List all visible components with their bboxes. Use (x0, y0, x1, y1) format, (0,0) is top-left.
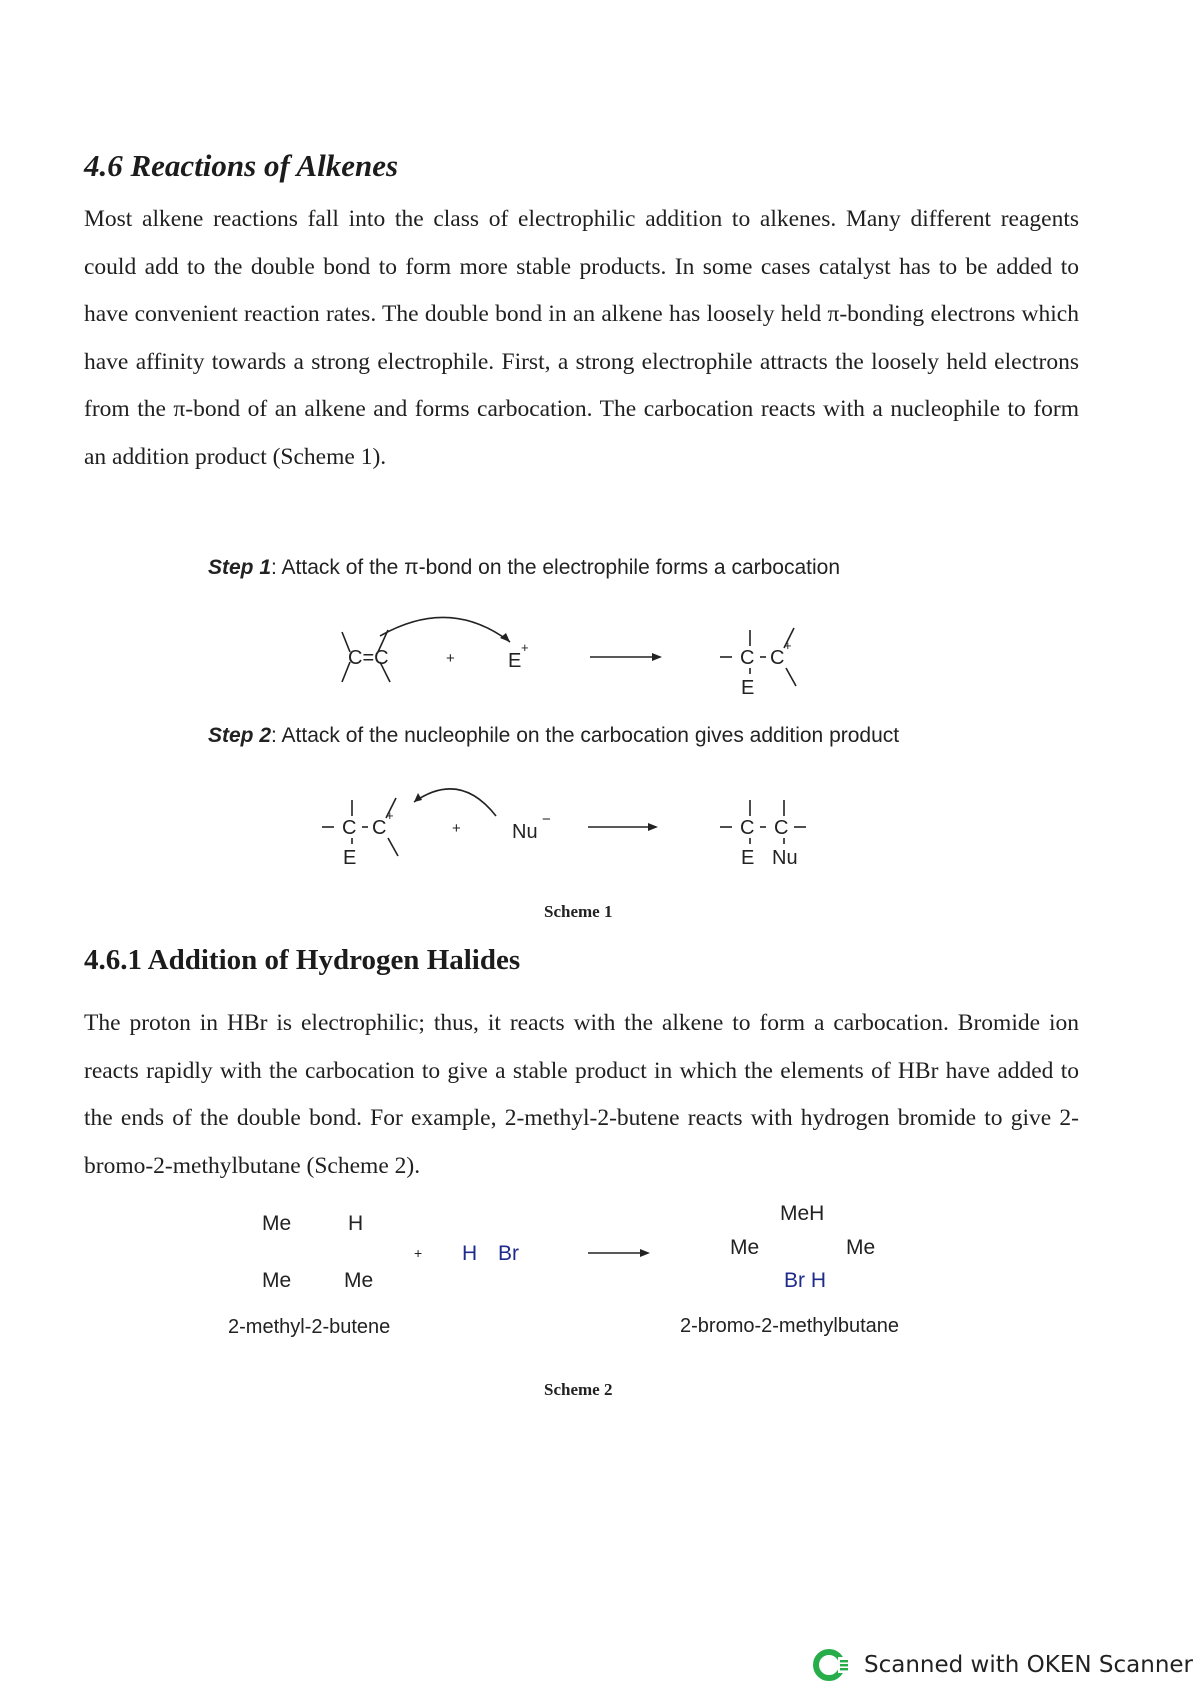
electrophile-substituent: E (343, 847, 357, 869)
hydrogen-halides-paragraph: The proton in HBr is electrophilic; thus, it reacts with the alkene to form a carbocation. Bromide ion reacts rapidly with the carbocation to give a stable product in which the elements of HBr have added to the ends of the double bond. For example, 2-methyl-2-butene reacts with hydrogen bromide to give 2-bromo-2-methylbutane (Scheme 2). (84, 1010, 1079, 1179)
step2-text: : Attack of the nucleophile on the carbocation gives addition product (271, 724, 900, 747)
reactant-substituent: Me (262, 1269, 292, 1292)
reactant-substituent: Me (262, 1212, 292, 1235)
carbon-atom: C (770, 647, 785, 669)
electrophile-label: E (508, 650, 522, 672)
scanner-logo-icon (812, 1646, 850, 1684)
subsection-heading: 4.6.1 Addition of Hydrogen Halides (84, 944, 521, 976)
plus-sign: + (446, 650, 455, 667)
nucleophile-charge: − (542, 811, 551, 828)
intro-paragraph: Most alkene reactions fall into the class of electrophilic addition to alkenes. Many different reagents could add to the double bond to form more stable products. In some cases catalyst has to be added to have convenient reaction rates. The double bond in an alkene has loosely held π-bonding electrons which have affinity towards a strong electrophile. First, a strong electrophile attracts the loosely held electrons from the π-bond of an alkene and forms carbocation. The carbocation reacts with a nucleophile to form an addition product (Scheme 1). (84, 206, 1079, 470)
reagent-bromine: Br (498, 1242, 519, 1265)
nucleophile-label: Nu (512, 821, 538, 843)
reactant-substituent: H (348, 1212, 364, 1235)
carbon-atom: C (342, 817, 357, 839)
plus-sign: + (414, 1245, 423, 1261)
reactant-name: 2-methyl-2-butene (228, 1316, 391, 1338)
electrophile-substituent: E (741, 677, 755, 699)
reactant-substituent: Me (344, 1269, 374, 1292)
reagent-hydrogen: H (462, 1242, 478, 1265)
bond-line (786, 668, 796, 686)
product-substituent: Me (846, 1236, 876, 1259)
curved-arrow (380, 617, 510, 642)
scheme1-caption: Scheme 1 (544, 902, 613, 921)
product-name: 2-bromo-2-methylbutane (680, 1315, 899, 1337)
scheme1-step2-diagram (300, 770, 860, 880)
alkene-label: C=C (348, 647, 389, 669)
nucleophile-substituent: Nu (772, 847, 798, 869)
electrophile-substituent: E (741, 847, 755, 869)
electrophile-charge: + (521, 640, 529, 655)
carbocation-charge: + (386, 808, 394, 823)
step1-text: : Attack of the π-bond on the electrophile forms a carbocation (271, 556, 841, 579)
product-substituent: Me (730, 1236, 760, 1259)
arrow-head (648, 823, 658, 831)
carbon-atom: C (774, 817, 789, 839)
carbon-atom: C (372, 817, 387, 839)
carbocation-charge: + (784, 638, 792, 653)
plus-sign: + (452, 820, 461, 837)
step1-caption (208, 556, 840, 580)
product-substituent: Br H (784, 1269, 826, 1292)
arrow-head (652, 653, 662, 661)
curved-arrow (414, 789, 496, 816)
arrow-head (500, 633, 510, 642)
scanner-text: Scanned with OKEN Scanner (864, 1652, 1193, 1678)
product-substituent: MeH (780, 1202, 825, 1225)
arrow-head (640, 1249, 650, 1257)
scheme2-caption: Scheme 2 (544, 1380, 613, 1399)
scheme1-step1-diagram (300, 600, 860, 710)
bond-line (388, 838, 398, 856)
step1-label: Step 1 (208, 556, 272, 579)
scanner-watermark (812, 1646, 1193, 1684)
step2-caption (208, 724, 899, 748)
scheme2-diagram (200, 1190, 980, 1350)
carbon-atom: C (740, 817, 755, 839)
carbon-atom: C (740, 647, 755, 669)
step2-label: Step 2 (208, 724, 272, 747)
section-heading: 4.6 Reactions of Alkenes (84, 148, 399, 183)
